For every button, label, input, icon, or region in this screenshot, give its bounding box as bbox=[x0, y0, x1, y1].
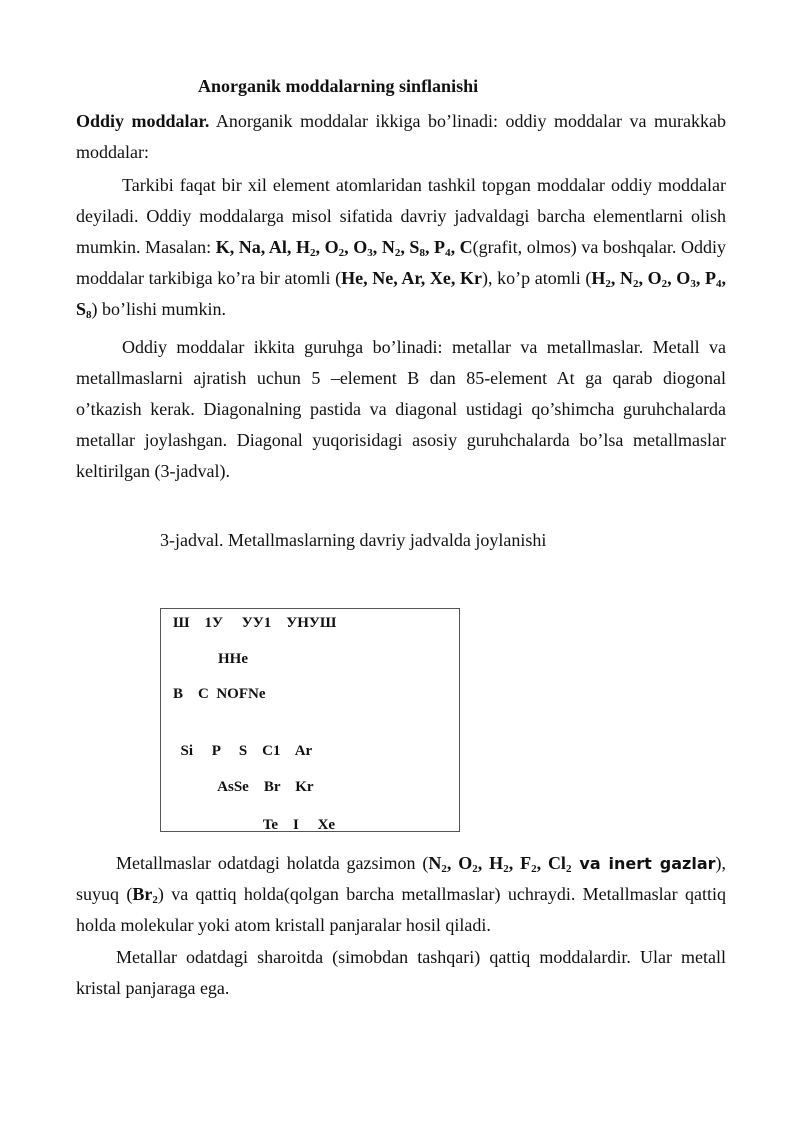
states-text-b: ), suyuq ( bbox=[76, 853, 726, 904]
simple-text-a: Tarkibi faqat bir xil element atomlaridan tashkil topgan moddalar oddiy moddalar deyiladi. Oddiy moddalarga misol sifatida davriy jadvaldagi barcha elementlarni olish mumkin. Masalan: bbox=[76, 175, 726, 257]
page-title: Anorganik moddalarning sinflanishi bbox=[198, 76, 479, 96]
paragraph-metals-nonmetals: Oddiy moddalar ikkita guruhga bo’linadi: metallar va metallmaslar. Metall va metallmaslarni ajratish uchun 5 –element B dan 85-element At ga qarab diogonal o’tkazish kerak. Diagonalning pastida va diagonal ustidagi qo’shimcha guruhchalarda metallar joylashgan. Diagonal yuqorisidagi asosiy guruhchalarda bo’lsa metallmaslar keltirilgan (3-jadval). bbox=[76, 337, 726, 481]
intro-lead: Oddiy moddalar. bbox=[76, 111, 210, 131]
paragraph-nonmetal-states bbox=[76, 848, 726, 941]
inert-gases: va inert gazlar bbox=[571, 854, 716, 873]
table-row: AsSe Br Kr bbox=[173, 779, 314, 795]
examples-formulas: K, Na, Al, $H_2$, $O_2$, $O_3$, $N_2$, $S_8$, $P_4$, C bbox=[215, 237, 473, 259]
states-text-a: Metallmaslar odatdagi holatda gazsimon ( bbox=[116, 853, 429, 873]
table-row: Te I Xe bbox=[173, 817, 336, 832]
paragraph-intro bbox=[76, 106, 726, 168]
paragraph-simple-substances bbox=[76, 170, 726, 325]
periodic-table-fragment bbox=[160, 608, 460, 832]
polyatomic-formulas: $H_2$, $N_2$, $O_2$, $O_3$, $P_4$, $S_8$ bbox=[76, 268, 726, 321]
table-row: Si P S C1 Ar bbox=[173, 743, 313, 759]
intro-text: Anorganik moddalar ikkiga bo’linadi: oddiy moddalar va murakkab moddalar: bbox=[76, 111, 726, 162]
table-row: HHe bbox=[173, 651, 248, 667]
simple-text-c: ), ko’p atomli ( bbox=[481, 268, 592, 288]
table-row: B C NOFNe bbox=[173, 686, 266, 702]
table-caption: 3-jadval. Metallmaslarning davriy jadvalda joylanishi bbox=[160, 530, 547, 550]
simple-text-b: (grafit, olmos) va boshqalar. Oddiy moddalar tarkibiga ko’ra bir atomli ( bbox=[76, 237, 727, 288]
monoatomic-list: He, Ne, Ar, Xe, Kr bbox=[341, 268, 482, 288]
liquid-formula: $Br_2$ bbox=[132, 884, 158, 906]
gas-formulas: $N_2$, $O_2$, $H_2$, $F_2$, $Cl_2$ bbox=[428, 853, 572, 875]
paragraph-metals: Metallar odatdagi sharoitda (simobdan tashqari) qattiq moddalardir. Ular metall kristal panjaraga ega. bbox=[76, 947, 726, 998]
states-text-c: ) va qattiq holda(qolgan barcha metallmaslar) uchraydi. Metallmaslar qattiq holda molekular yoki atom kristall panjaralar hosil qiladi. bbox=[76, 884, 726, 935]
table-row: Ш 1У УУ1 УНУШ bbox=[173, 615, 337, 631]
simple-text-d: ) bo’lishi mumkin. bbox=[91, 299, 227, 319]
